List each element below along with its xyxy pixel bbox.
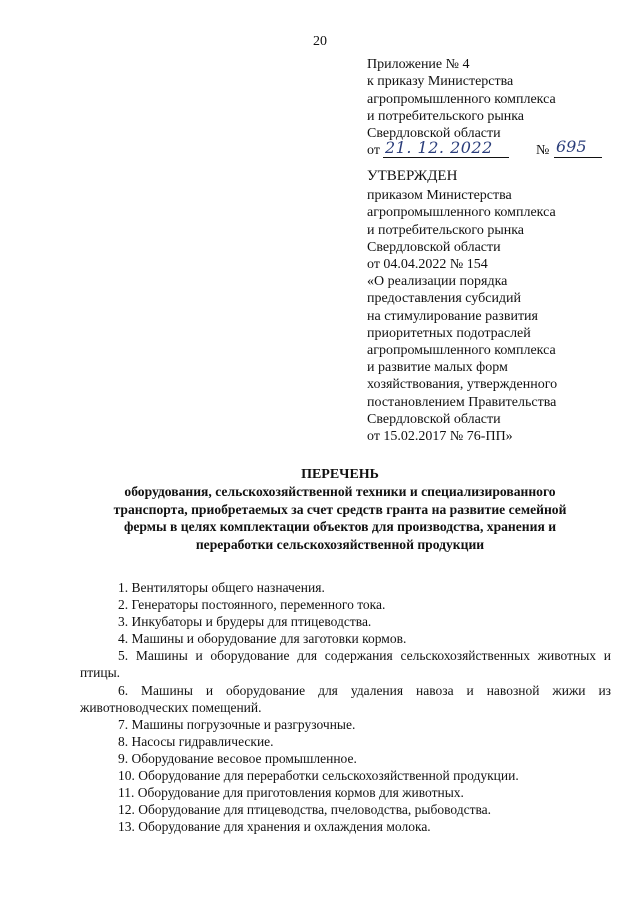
approval-line: Свердловской области xyxy=(367,239,501,255)
date-underline xyxy=(383,157,509,158)
approval-title: УТВЕРЖДЕН xyxy=(367,168,458,184)
appendix-line: Приложение № 4 xyxy=(367,57,470,72)
list-item: 3. Инкубаторы и брудеры для птицеводства. xyxy=(118,614,372,630)
list-item: 6. Машины и оборудование для удаления навоза и навозной жижи из животноводческих помещений. xyxy=(80,682,611,715)
list-heading: ПЕРЕЧЕНЬ xyxy=(301,467,379,482)
list-subtitle-line: транспорта, приобретаемых за счет средств гранта на развитие семейной xyxy=(113,501,567,517)
number-prefix: № xyxy=(536,143,550,159)
list-subtitle-line: оборудования, сельскохозяйственной техники и специализированного xyxy=(124,484,556,500)
approval-block xyxy=(367,168,617,445)
list-subtitle-line: фермы в целях комплектации объектов для производства, хранения и xyxy=(123,519,557,535)
list-item: 4. Машины и оборудование для заготовки кормов. xyxy=(118,631,407,647)
appendix-header xyxy=(367,56,617,160)
approval-line: «О реализации порядка xyxy=(367,274,508,290)
appendix-line: Свердловской области xyxy=(367,126,501,142)
approval-line: от 04.04.2022 № 154 xyxy=(367,257,488,273)
approval-line: предоставления субсидий xyxy=(367,291,522,307)
list-title xyxy=(80,466,600,553)
approval-line: постановлением Правительства xyxy=(367,394,557,410)
list-item: 12. Оборудование для птицеводства, пчеловодства, рыбоводства. xyxy=(118,802,492,818)
list-item: 2. Генераторы постоянного, переменного тока. xyxy=(118,597,386,613)
approval-line: хозяйствования, утвержденного xyxy=(367,377,558,393)
appendix-line: и потребительского рынка xyxy=(367,108,525,124)
list-item: 8. Насосы гидравлические. xyxy=(118,733,274,749)
handwritten-number: 695 xyxy=(556,137,587,157)
list-item: 5. Машины и оборудование для содержания сельскохозяйственных животных и птицы. xyxy=(80,648,611,681)
approval-line: и развитие малых форм xyxy=(367,360,508,376)
list-subtitle-line: переработки сельскохозяйственной продукции xyxy=(195,536,485,552)
list-item: 10. Оборудование для переработки сельскохозяйственной продукции. xyxy=(118,768,519,784)
list-item: 11. Оборудование для приготовления кормов для животных. xyxy=(118,785,464,801)
approval-line: агропромышленного комплекса xyxy=(367,343,556,359)
approval-line: приказом Министерства xyxy=(367,188,512,204)
equipment-list xyxy=(80,579,611,835)
list-item: 13. Оборудование для хранения и охлаждения молока. xyxy=(118,819,431,835)
appendix-line: к приказу Министерства xyxy=(367,74,514,90)
approval-line: от 15.02.2017 № 76-ПП» xyxy=(367,429,513,445)
approval-line: агропромышленного комплекса xyxy=(367,205,556,221)
page-number: 20 xyxy=(313,34,327,49)
number-underline xyxy=(554,157,602,158)
handwritten-date: 21. 12. 2022 xyxy=(385,138,493,158)
list-item: 7. Машины погрузочные и разгрузочные. xyxy=(118,716,356,732)
appendix-line: агропромышленного комплекса xyxy=(367,91,556,107)
order-date-number-line xyxy=(367,137,617,160)
list-item: 1. Вентиляторы общего назначения. xyxy=(118,580,325,595)
approval-line: приоритетных подотраслей xyxy=(367,325,531,341)
date-prefix: от xyxy=(367,143,380,159)
approval-line: на стимулирование развития xyxy=(367,308,538,324)
list-item: 9. Оборудование весовое промышленное. xyxy=(118,750,357,766)
approval-line: и потребительского рынка xyxy=(367,222,525,238)
approval-line: Свердловской области xyxy=(367,411,501,427)
